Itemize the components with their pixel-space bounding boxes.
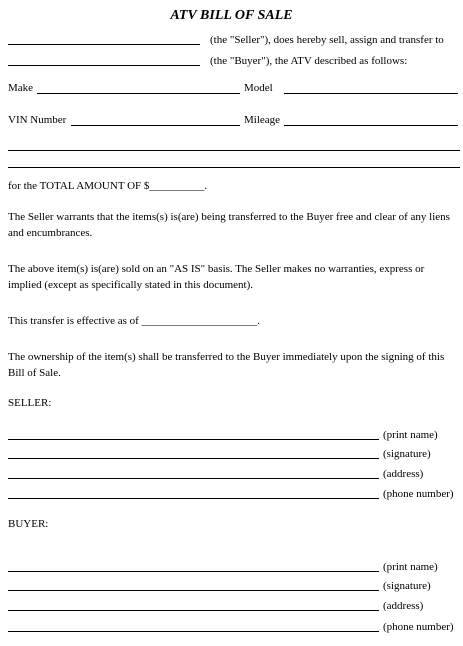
seller-print-name-label: (print name) (383, 429, 438, 441)
effective-date-label: This transfer is effective as of (8, 315, 139, 327)
make-field-line[interactable] (37, 93, 240, 94)
effective-date-row (8, 315, 260, 328)
seller-name-line[interactable] (8, 44, 200, 45)
model-field-line[interactable] (284, 93, 458, 94)
description-line-1[interactable] (8, 150, 460, 151)
buyer-address-label: (address) (383, 600, 424, 612)
buyer-address-line[interactable] (8, 610, 379, 611)
buyer-phone-label: (phone number) (383, 621, 454, 633)
seller-signature-line[interactable] (8, 458, 379, 459)
seller-address-label: (address) (383, 468, 424, 480)
ownership-paragraph: The ownership of the item(s) shall be transferred to the Buyer immediately upon the signing of this Bill of Sale. (8, 351, 445, 379)
buyer-name-line[interactable] (8, 65, 200, 66)
seller-phone-line[interactable] (8, 498, 379, 499)
mileage-label: Mileage (244, 114, 281, 126)
make-label: Make (8, 82, 34, 94)
vin-label: VIN Number (8, 114, 67, 126)
model-label: Model (244, 82, 273, 94)
buyer-print-name-line[interactable] (8, 571, 379, 572)
warranty-paragraph: The Seller warrants that the items(s) is(are) being transferred to the Buyer free and clear of any liens and encumbrances. (8, 211, 450, 239)
buyer-intro-text: (the "Buyer"), the ATV described as follows: (210, 55, 408, 67)
seller-print-name-line[interactable] (8, 439, 379, 440)
buyer-print-name-label: (print name) (383, 561, 438, 573)
buyer-signature-line[interactable] (8, 590, 379, 591)
vin-field-line[interactable] (71, 125, 240, 126)
seller-heading: SELLER: (8, 397, 52, 409)
seller-phone-label: (phone number) (383, 488, 454, 500)
buyer-signature-label: (signature) (383, 580, 431, 592)
seller-address-line[interactable] (8, 478, 379, 479)
as-is-paragraph: The above item(s) is(are) sold on an "AS IS" basis. The Seller makes no warranties, express or implied (except as specifically stated in this document). (8, 263, 425, 291)
seller-intro-text: (the "Seller"), does hereby sell, assign and transfer to (210, 34, 444, 46)
mileage-field-line[interactable] (284, 125, 458, 126)
total-amount-blank[interactable]: __________. (149, 180, 208, 192)
effective-date-blank[interactable]: _____________________. (141, 315, 260, 327)
seller-signature-label: (signature) (383, 448, 431, 460)
document-title: ATV BILL OF SALE (170, 8, 293, 23)
total-amount-row (8, 180, 207, 193)
buyer-phone-line[interactable] (8, 631, 379, 632)
total-amount-label: for the TOTAL AMOUNT OF $ (8, 180, 150, 192)
description-line-2[interactable] (8, 167, 460, 168)
buyer-heading: BUYER: (8, 518, 49, 530)
